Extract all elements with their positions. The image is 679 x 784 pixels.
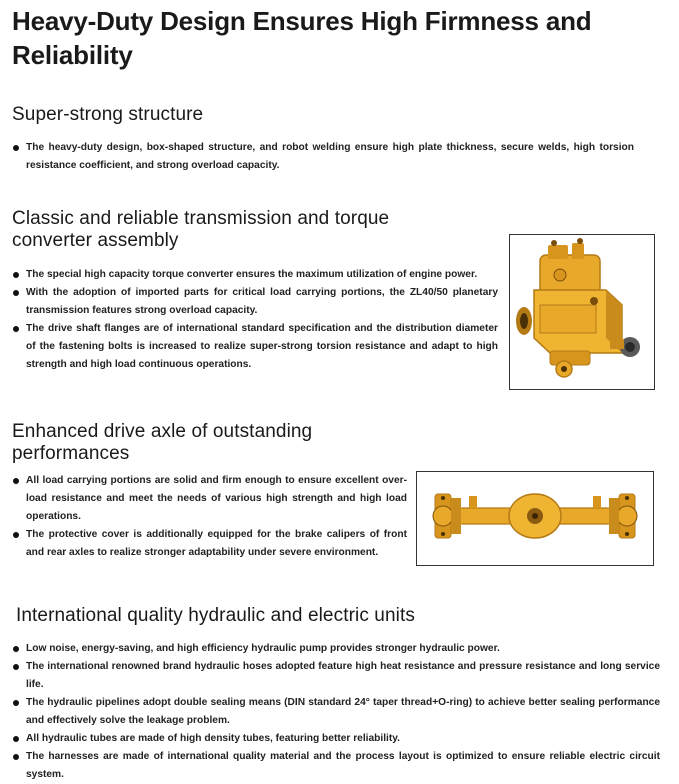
list-item: Low noise, energy-saving, and high efficiency hydraulic pump provides stronger hydraulic power. [12, 640, 660, 658]
list-item: The protective cover is additionally equipped for the brake calipers of front and rear axles to realize stronger adaptability under severe environment. [12, 526, 407, 562]
bullet-list-transmission [12, 266, 498, 374]
list-item: The drive shaft flanges are of international standard specification and the distribution diameter of the fastening bolts is increased to realize super-strong torsion resistance and adapt to high strength and high load continuous operations. [12, 320, 498, 374]
drive-axle-photo [416, 471, 654, 566]
transmission-body [516, 238, 640, 377]
list-item: The special high capacity torque converter ensures the maximum utilization of engine power. [12, 266, 498, 284]
list-item: All load carrying portions are solid and firm enough to ensure excellent over-load resistance and meet the needs of various high strength and high load operations. [12, 472, 407, 526]
section-title-drive-axle: Enhanced drive axle of outstanding performances [12, 421, 313, 464]
bullet-list-structure [12, 139, 634, 175]
list-item: The hydraulic pipelines adopt double sealing means (DIN standard 24° taper thread+O-ring) to achieve better sealing performance and effectively solve the leakage problem. [12, 694, 660, 730]
bullet-list-drive-axle [12, 472, 407, 562]
transmission-assembly-image [510, 235, 654, 389]
list-item: The harnesses are made of international quality material and the process layout is optimized to ensure reliable electric circuit system. [12, 748, 660, 784]
section-title-hydraulic-electric: International quality hydraulic and electric units [16, 605, 415, 626]
section-title-transmission: Classic and reliable transmission and torque converter assembly [12, 208, 390, 251]
list-item: All hydraulic tubes are made of high density tubes, featuring better reliability. [12, 730, 660, 748]
axle-body [433, 494, 637, 538]
bullet-list-hydraulic-electric [12, 640, 660, 784]
list-item: The international renowned brand hydraulic hoses adopted feature high heat resistance and pressure resistance and long service life. [12, 658, 660, 694]
drive-axle-image [417, 472, 653, 565]
list-item: The heavy-duty design, box-shaped structure, and robot welding ensure high plate thickness, secure welds, high torsion resistance coefficient, and strong overload capacity. [12, 139, 634, 175]
main-title: Heavy-Duty Design Ensures High Firmness and Reliability [12, 6, 592, 70]
transmission-photo [509, 234, 655, 390]
list-item: With the adoption of imported parts for critical load carrying portions, the ZL40/50 planetary transmission features strong overload capacity. [12, 284, 498, 320]
section-title-structure: Super-strong structure [12, 104, 204, 125]
